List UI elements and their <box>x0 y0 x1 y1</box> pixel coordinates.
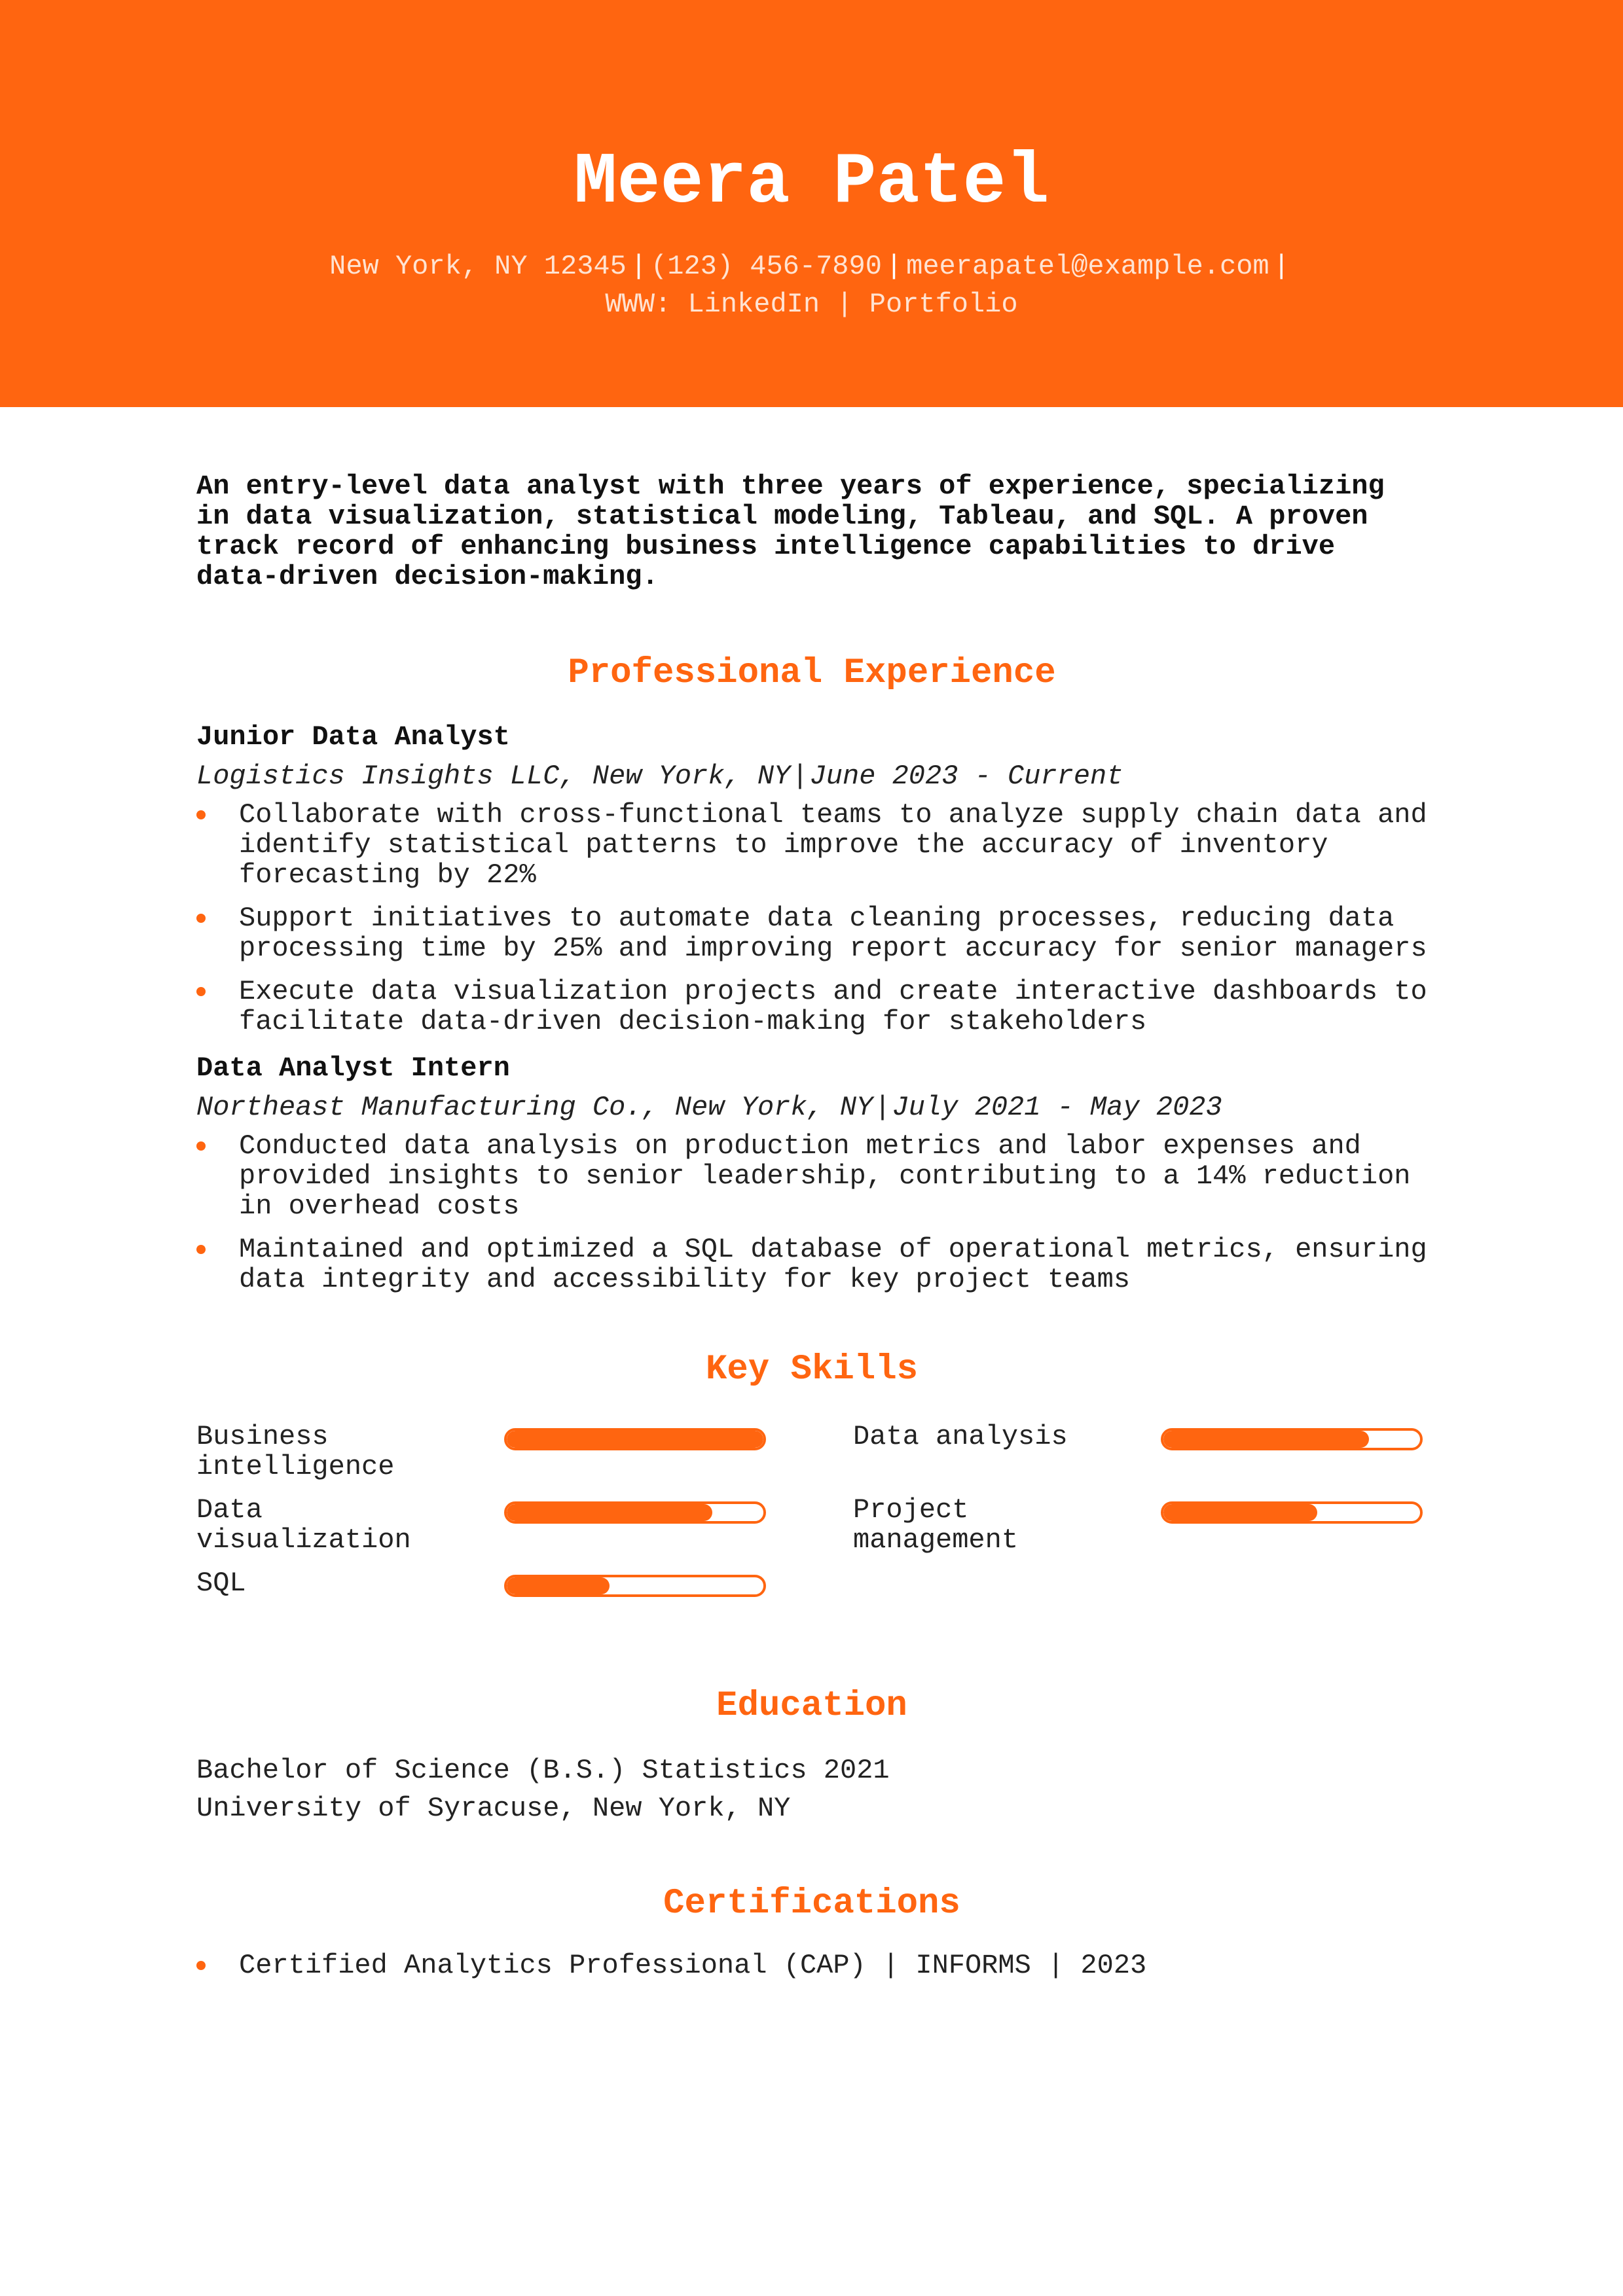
job-meta <box>196 1089 1427 1126</box>
certifications-list <box>196 1950 1427 1981</box>
bullet-item <box>196 800 1427 890</box>
separator: | <box>836 289 853 320</box>
www-label: WWW: <box>605 289 672 320</box>
skill-item <box>196 1568 786 1634</box>
bullet-item <box>196 977 1427 1037</box>
job-dates: June 2023 - Current <box>809 761 1123 792</box>
linkedin-link[interactable]: LinkedIn <box>687 289 820 320</box>
contact-info <box>0 247 1623 323</box>
job-dates: July 2021 - May 2023 <box>892 1092 1222 1123</box>
separator: | <box>630 251 647 282</box>
skill-item <box>196 1422 786 1487</box>
portfolio-link[interactable]: Portfolio <box>869 289 1018 320</box>
education-degree: Bachelor of Science (B.S.) Statistics <box>196 1755 807 1786</box>
bullet-text: Conducted data analysis on production metrics and labor expenses and provided insights to senior leadership, contributing to a 14% reduction in overhead costs <box>239 1130 1411 1222</box>
bullet-dot-icon <box>196 810 206 819</box>
location: New York, NY 12345 <box>329 251 627 282</box>
header-banner <box>0 0 1623 407</box>
skill-name: SQL <box>196 1568 246 1599</box>
education-degree-line <box>196 1751 1427 1789</box>
job-meta <box>196 758 1427 795</box>
job-title: Data Analyst Intern <box>196 1052 510 1084</box>
skill-level-fill <box>1163 1504 1317 1521</box>
separator: | <box>1273 251 1290 282</box>
contact-line-1 <box>0 247 1623 285</box>
certification-item <box>196 1950 1427 1981</box>
phone[interactable]: (123) 456-7890 <box>651 251 882 282</box>
skill-item <box>853 1422 1442 1487</box>
skill-item <box>853 1495 1442 1560</box>
bullet-item <box>196 1131 1427 1221</box>
job-bullets <box>196 800 1427 1037</box>
job-company: Northeast Manufacturing Co., New York, NY <box>196 1092 873 1123</box>
bullet-dot-icon <box>196 1245 206 1254</box>
skill-level-bar <box>1161 1501 1423 1524</box>
skill-level-bar <box>504 1501 766 1524</box>
bullet-text: Collaborate with cross-functional teams to analyze supply chain data and identify statistical patterns to improve the accuracy of inventory forecasting by 22% <box>239 799 1427 891</box>
skill-level-fill <box>507 1504 712 1521</box>
resume-body <box>196 471 1427 1994</box>
skills-heading: Key Skills <box>705 1350 919 1390</box>
email-link[interactable]: meerapatel@example.com <box>906 251 1269 282</box>
separator: | <box>874 1092 891 1123</box>
bullet-item <box>196 903 1427 963</box>
skill-level-bar <box>1161 1428 1423 1450</box>
skill-name: Project management <box>853 1494 1019 1556</box>
bullet-text: Support initiatives to automate data cleaning processes, reducing data processing time by 25% and improving report accuracy for senior managers <box>239 903 1427 964</box>
skill-name: Business intelligence <box>196 1421 395 1482</box>
education-school: University of Syracuse, New York, NY <box>196 1793 791 1824</box>
certifications-heading: Certifications <box>663 1884 960 1924</box>
experience-heading: Professional Experience <box>568 653 1056 693</box>
skill-item <box>196 1495 786 1560</box>
summary: An entry-level data analyst with three years of experience, specializing in data visualization, statistical modeling, Tableau, and SQL. A proven track record of enhancing business intelligence capabilities to drive data-driven decision-making. <box>196 471 1385 592</box>
skill-level-bar <box>504 1575 766 1597</box>
skill-name: Data visualization <box>196 1494 411 1556</box>
skill-level-bar <box>504 1428 766 1450</box>
bullet-dot-icon <box>196 987 206 996</box>
bullet-dot-icon <box>196 1141 206 1151</box>
bullet-dot-icon <box>196 1961 206 1970</box>
certification-text: Certified Analytics Professional (CAP) | INFORMS | 2023 <box>239 1950 1147 1981</box>
education-heading: Education <box>716 1686 907 1726</box>
job-entry <box>196 1050 1427 1295</box>
skill-name: Data analysis <box>853 1421 1068 1452</box>
job-entry <box>196 719 1427 1037</box>
candidate-name: Meera Patel <box>574 142 1049 224</box>
bullet-dot-icon <box>196 914 206 923</box>
job-title: Junior Data Analyst <box>196 721 510 753</box>
job-bullets <box>196 1131 1427 1295</box>
separator: | <box>885 251 903 282</box>
bullet-text: Maintained and optimized a SQL database of operational metrics, ensuring data integrity and accessibility for key project teams <box>239 1234 1427 1295</box>
bullet-item <box>196 1234 1427 1295</box>
education-entry <box>196 1751 1427 1827</box>
contact-line-2 <box>0 285 1623 323</box>
separator: | <box>792 761 809 792</box>
education-year: 2021 <box>823 1755 890 1786</box>
skill-level-fill <box>507 1431 763 1448</box>
skill-level-fill <box>1163 1431 1369 1448</box>
skill-level-fill <box>507 1577 610 1594</box>
job-company: Logistics Insights LLC, New York, NY <box>196 761 791 792</box>
bullet-text: Execute data visualization projects and create interactive dashboards to facilitate data-driven decision-making for stakeholders <box>239 976 1427 1037</box>
skills-grid <box>196 1422 1427 1618</box>
